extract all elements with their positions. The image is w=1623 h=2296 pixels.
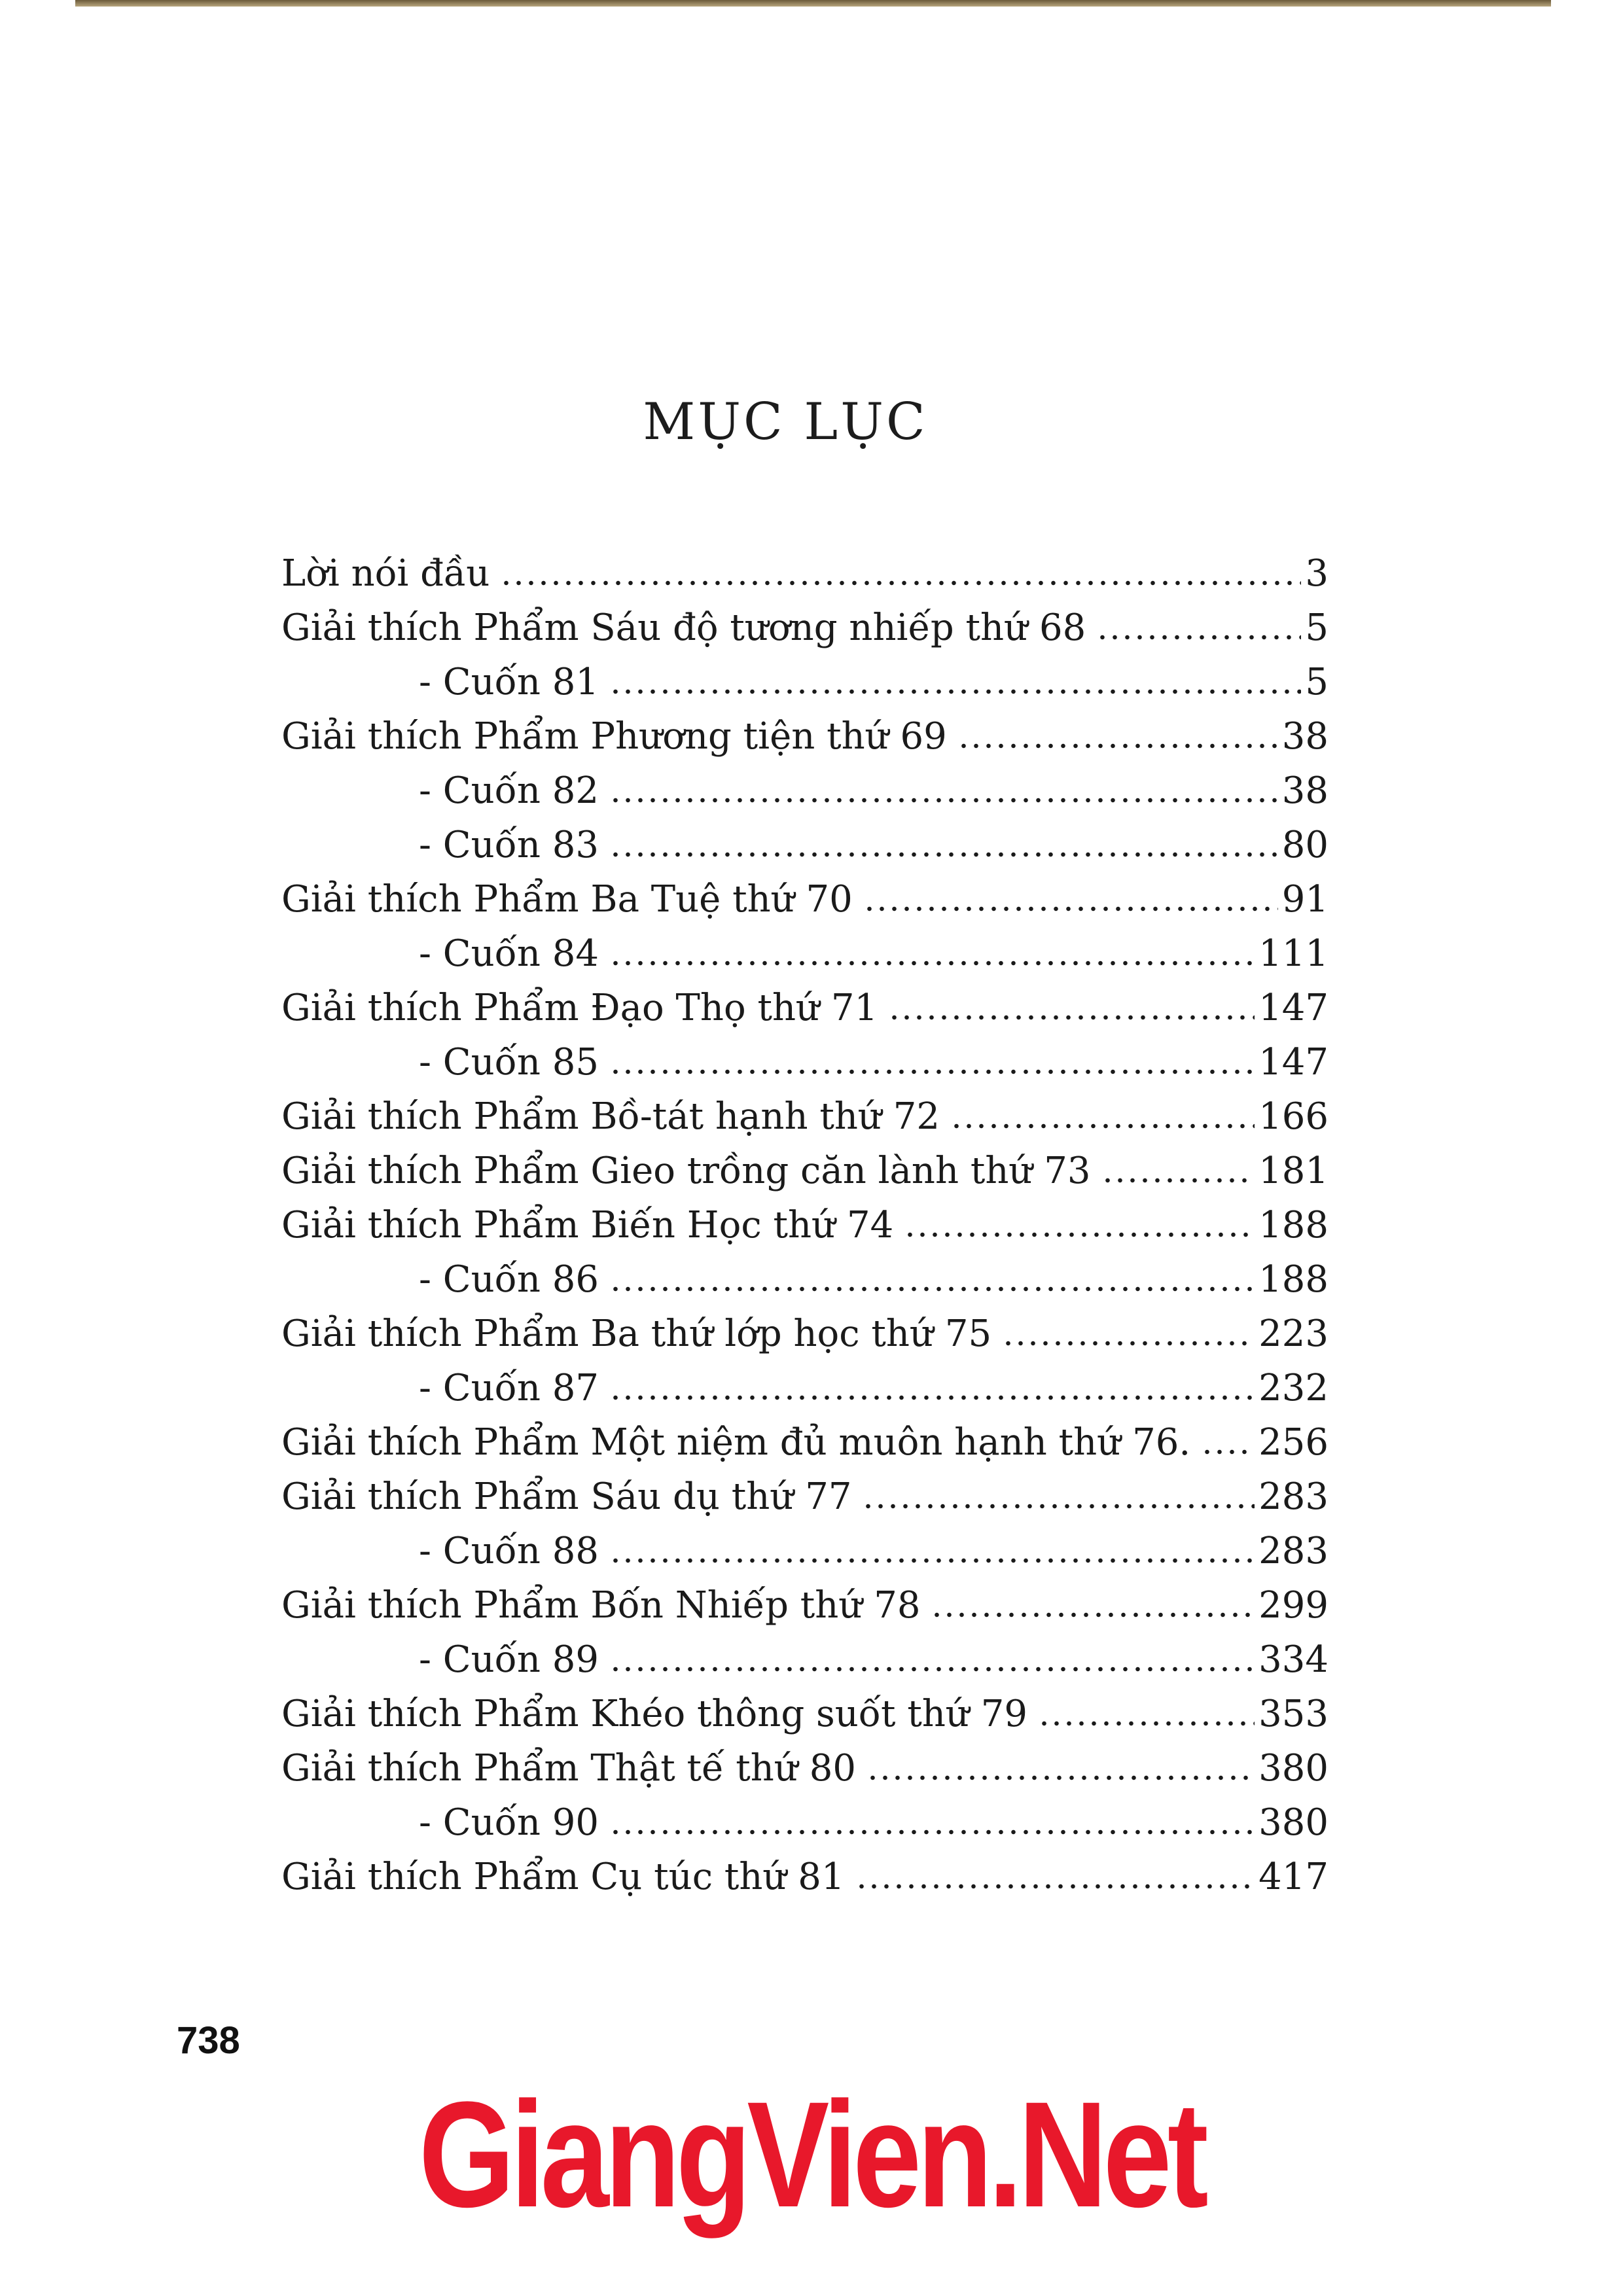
toc-entry[interactable] bbox=[281, 601, 1329, 655]
toc-entry-label: - Cuốn 88 bbox=[419, 1530, 599, 1572]
toc-sub-entry[interactable] bbox=[281, 1633, 1329, 1687]
dot-leader bbox=[950, 1122, 1255, 1131]
dot-leader bbox=[609, 850, 1278, 859]
toc-entry[interactable] bbox=[281, 1741, 1329, 1795]
toc-entry-label: Giải thích Phẩm Cụ túc thứ 81 bbox=[281, 1856, 845, 1898]
toc-entry-label: - Cuốn 89 bbox=[419, 1638, 599, 1681]
dot-leader bbox=[609, 1067, 1255, 1076]
toc-entry-page: 166 bbox=[1258, 1095, 1329, 1138]
toc-entry[interactable] bbox=[281, 1307, 1329, 1361]
toc-sub-entry[interactable] bbox=[281, 1361, 1329, 1415]
toc-entry[interactable] bbox=[281, 1578, 1329, 1633]
dot-leader bbox=[609, 1284, 1255, 1294]
toc-entry-page: 80 bbox=[1281, 824, 1329, 866]
toc-entry-page: 147 bbox=[1258, 1041, 1329, 1084]
toc-entry-label: - Cuốn 82 bbox=[419, 769, 599, 812]
dot-leader bbox=[1096, 633, 1301, 642]
toc-entry-page: 380 bbox=[1258, 1747, 1329, 1790]
toc-entry-label: - Cuốn 86 bbox=[419, 1258, 599, 1301]
watermark-logo: GiangVien.Net bbox=[418, 2070, 1205, 2238]
toc-entry-label: Giải thích Phẩm Gieo trồng căn lành thứ 73 bbox=[281, 1150, 1091, 1192]
toc-entry[interactable] bbox=[281, 1415, 1329, 1470]
dot-leader bbox=[609, 959, 1255, 968]
toc-entry-page: 380 bbox=[1258, 1801, 1329, 1844]
dot-leader bbox=[1038, 1719, 1255, 1728]
toc-entry[interactable] bbox=[281, 1687, 1329, 1741]
toc-entry-label: Giải thích Phẩm Bồ-tát hạnh thứ 72 bbox=[281, 1095, 940, 1138]
toc-entry-label: Giải thích Phẩm Sáu độ tương nhiếp thứ 68 bbox=[281, 607, 1086, 649]
toc-sub-entry[interactable] bbox=[281, 1795, 1329, 1850]
toc-entry-page: 38 bbox=[1281, 769, 1329, 812]
toc-entry-page: 188 bbox=[1258, 1204, 1329, 1246]
dot-leader bbox=[609, 687, 1301, 696]
toc-entry-label: Giải thích Phẩm Một niệm đủ muôn hạnh thứ 76. bbox=[281, 1421, 1191, 1464]
toc-entry-label: Giải thích Phẩm Sáu dụ thứ 77 bbox=[281, 1475, 852, 1518]
dot-leader bbox=[609, 796, 1278, 805]
toc-entry[interactable] bbox=[281, 872, 1329, 927]
dot-leader bbox=[1101, 1176, 1255, 1185]
toc-entry-page: 223 bbox=[1258, 1313, 1329, 1355]
dot-leader bbox=[863, 904, 1278, 913]
dot-leader bbox=[855, 1882, 1255, 1891]
dot-leader bbox=[904, 1230, 1255, 1239]
toc-entry[interactable] bbox=[281, 1144, 1329, 1198]
toc-entry-page: 417 bbox=[1258, 1856, 1329, 1898]
toc-entry-page: 334 bbox=[1258, 1638, 1329, 1681]
dot-leader bbox=[957, 741, 1278, 751]
toc-entry-page: 353 bbox=[1258, 1693, 1329, 1735]
toc-entry[interactable] bbox=[281, 1198, 1329, 1252]
toc-entry-label: Giải thích Phẩm Thật tế thứ 80 bbox=[281, 1747, 856, 1790]
top-rule bbox=[75, 0, 1551, 7]
dot-leader bbox=[1002, 1339, 1255, 1348]
toc-entry[interactable] bbox=[281, 709, 1329, 764]
dot-leader bbox=[609, 1828, 1255, 1837]
toc-sub-entry[interactable] bbox=[281, 655, 1329, 709]
toc-entry-label: Giải thích Phẩm Ba thứ lớp học thứ 75 bbox=[281, 1313, 992, 1355]
page-title: MỤC LỤC bbox=[643, 393, 928, 451]
toc-entry-label: - Cuốn 85 bbox=[419, 1041, 599, 1084]
toc-entry-label: Giải thích Phẩm Khéo thông suốt thứ 79 bbox=[281, 1693, 1028, 1735]
toc-entry[interactable] bbox=[281, 1850, 1329, 1904]
toc-entry-label: Giải thích Phẩm Đạo Thọ thứ 71 bbox=[281, 987, 878, 1029]
dot-leader bbox=[609, 1393, 1255, 1402]
toc-entry-page: 38 bbox=[1281, 715, 1329, 758]
toc-entry-page: 283 bbox=[1258, 1530, 1329, 1572]
toc-entry-page: 283 bbox=[1258, 1475, 1329, 1518]
toc-entry-label: - Cuốn 87 bbox=[419, 1367, 599, 1409]
toc-entry[interactable] bbox=[281, 546, 1329, 601]
toc-entry-label: - Cuốn 81 bbox=[419, 661, 599, 703]
toc-sub-entry[interactable] bbox=[281, 764, 1329, 818]
toc-sub-entry[interactable] bbox=[281, 1035, 1329, 1089]
toc-entry-page: 188 bbox=[1258, 1258, 1329, 1301]
toc-entry[interactable] bbox=[281, 981, 1329, 1035]
toc-entry-page: 181 bbox=[1258, 1150, 1329, 1192]
table-of-contents bbox=[281, 546, 1329, 1904]
toc-entry-page: 111 bbox=[1258, 932, 1329, 975]
page-number: 738 bbox=[177, 2019, 240, 2062]
toc-entry-label: - Cuốn 90 bbox=[419, 1801, 599, 1844]
dot-leader bbox=[609, 1556, 1255, 1565]
toc-entry-page: 91 bbox=[1281, 878, 1329, 921]
toc-entry-label: Giải thích Phẩm Biến Học thứ 74 bbox=[281, 1204, 894, 1246]
toc-entry-label: Lời nói đầu bbox=[281, 552, 490, 595]
dot-leader bbox=[862, 1502, 1255, 1511]
dot-leader bbox=[866, 1773, 1255, 1782]
toc-entry-page: 256 bbox=[1258, 1421, 1329, 1464]
dot-leader bbox=[500, 578, 1301, 588]
toc-sub-entry[interactable] bbox=[281, 1524, 1329, 1578]
toc-entry-label: - Cuốn 84 bbox=[419, 932, 599, 975]
toc-entry-page: 299 bbox=[1258, 1584, 1329, 1627]
toc-entry-label: Giải thích Phẩm Bốn Nhiếp thứ 78 bbox=[281, 1584, 921, 1627]
toc-entry[interactable] bbox=[281, 1089, 1329, 1144]
toc-entry-page: 232 bbox=[1258, 1367, 1329, 1409]
toc-entry-page: 5 bbox=[1305, 607, 1329, 649]
dot-leader bbox=[931, 1610, 1255, 1619]
toc-sub-entry[interactable] bbox=[281, 1252, 1329, 1307]
toc-entry[interactable] bbox=[281, 1470, 1329, 1524]
toc-entry-label: - Cuốn 83 bbox=[419, 824, 599, 866]
toc-sub-entry[interactable] bbox=[281, 818, 1329, 872]
toc-entry-label: Giải thích Phẩm Phương tiện thứ 69 bbox=[281, 715, 947, 758]
toc-sub-entry[interactable] bbox=[281, 927, 1329, 981]
dot-leader bbox=[609, 1665, 1255, 1674]
toc-entry-page: 3 bbox=[1305, 552, 1329, 595]
toc-entry-page: 147 bbox=[1258, 987, 1329, 1029]
dot-leader bbox=[1201, 1447, 1255, 1457]
dot-leader bbox=[888, 1013, 1255, 1022]
toc-entry-page: 5 bbox=[1305, 661, 1329, 703]
toc-entry-label: Giải thích Phẩm Ba Tuệ thứ 70 bbox=[281, 878, 853, 921]
